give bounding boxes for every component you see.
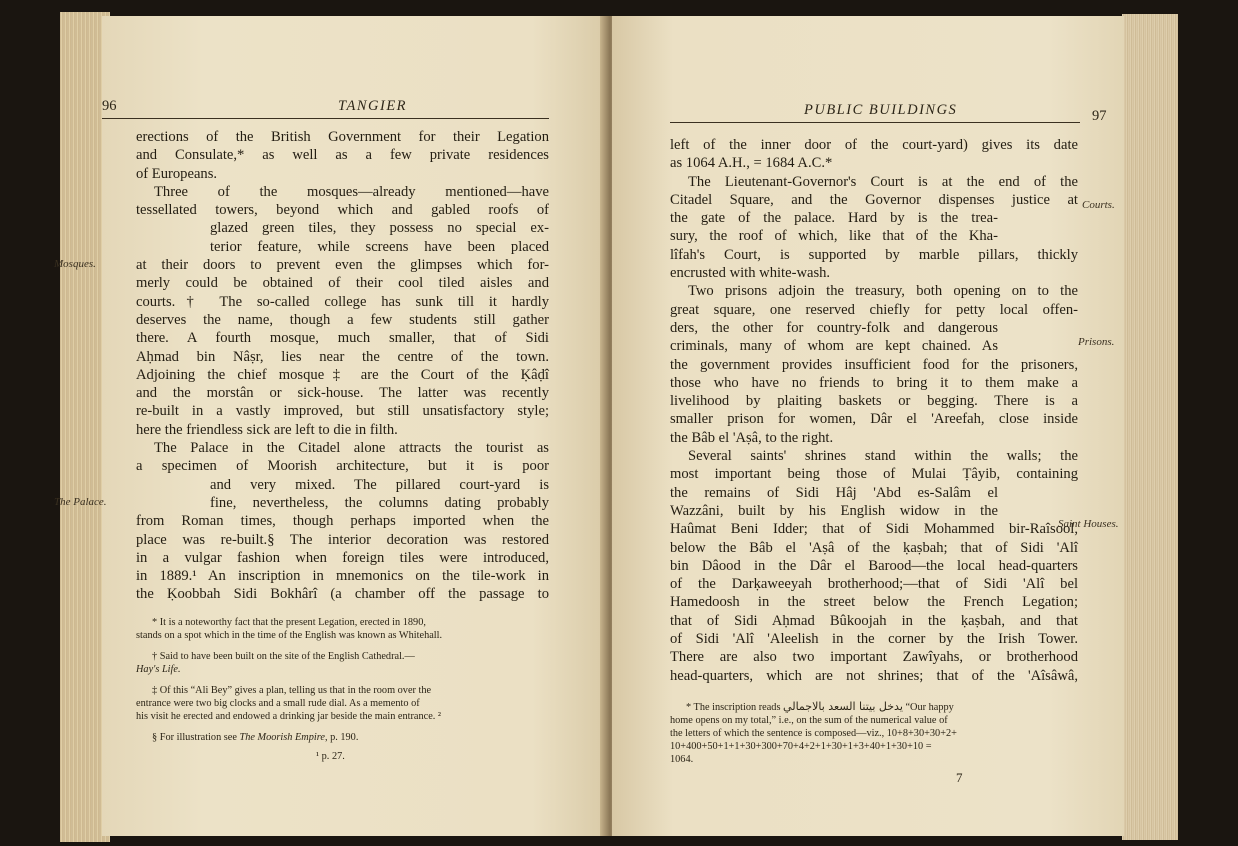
text-line: great square, one reserved chiefly for petty local offen- (670, 301, 1078, 318)
footnote-line (136, 731, 549, 744)
text-line: of Europeans. (136, 165, 218, 182)
footnote-line: entrance were two big clocks and a small rude dial. As a memento of (136, 698, 420, 709)
text-line: smaller prison for women, Dâr el 'Areefah, close inside (670, 411, 1078, 428)
text-line: Hamedoosh in the street below the French Legation; (670, 594, 1078, 611)
text-line: from Roman times, though perhaps imported when the (136, 513, 549, 530)
text-line: place was re-built.§ The interior decoration was restored (136, 531, 549, 548)
left-footnotes (136, 616, 549, 763)
footnote-line: † Said to have been built on the site of the English Cathedral.— (152, 651, 415, 662)
text-line: the gate of the palace. Hard by is the trea- (670, 210, 998, 227)
text-line: the government provides insufficient food for the prisoners, (670, 356, 1078, 373)
text-line: below the Bâb el 'Aṣâ of the ḳaṣbah; that of Sidi 'Alî (670, 539, 1078, 556)
footnote-line: ‡ Of this “Ali Bey” gives a plan, telling us that in the room over the (152, 685, 432, 696)
text-line: Haûmat Beni Idder; that of Sidi Mohammed bir-Raîsool, (670, 521, 1078, 538)
margin-note-saint-houses: Saint Houses. (1058, 518, 1119, 530)
text-line: and the morstân or sick-house. The latter was recently (136, 385, 549, 402)
text-line: criminals, many of whom are kept chained. As (670, 338, 998, 355)
footnote-line: stands on a spot which in the time of the English was known as Whitehall. (136, 630, 443, 641)
text-line: of Sidi 'Alî 'Aleelish in the corner by the Irish Tower. (670, 631, 1078, 648)
text-line: there. A fourth mosque, much smaller, that of Sidi (136, 330, 549, 347)
text-line: fine, nevertheless, the columns dating probably (210, 494, 549, 511)
header-rule-left (102, 118, 549, 119)
text-line: the Bâb el 'Aṣâ, to the right. (670, 429, 834, 446)
text-line: Three of the mosques—already mentioned—have (154, 183, 549, 200)
footnote-line: * It is a noteworthy fact that the present Legation, erected in 1890, (152, 617, 426, 628)
footnote-text: “Our happy (902, 702, 954, 713)
text-line: sury, the roof of which, like that of the Kha- (670, 228, 998, 245)
text-line: in 1889.¹ An inscription in mnemonics on the tile-work in (136, 568, 549, 585)
text-line: left of the inner door of the court-yard) gives its date (670, 137, 1078, 153)
text-line: Citadel Square, and the Governor dispenses justice at (670, 191, 1078, 208)
text-line: a specimen of Moorish architecture, but it is poor (136, 458, 549, 475)
text-line: the remains of Sidi Hâj 'Abd es-Salâm el (670, 484, 998, 501)
text-line: Wazzâni, built by his English widow in the (670, 502, 998, 519)
text-line: The Lieutenant-Governor's Court is at the end of the (688, 173, 1078, 190)
text-line: deserves the name, though a few students still gather (136, 311, 549, 328)
margin-note-courts: Courts. (1082, 199, 1115, 211)
text-line: encrusted with white-wash. (670, 265, 831, 282)
text-line: courts.† The so-called college has sunk till it hardly (136, 293, 549, 310)
footnote-line: 10+400+50+1+1+30+300+70+4+2+1+30+1+3+40+1+30+10 = (670, 741, 932, 752)
text-line: the Ḳoobbah Sidi Bokhârî (a chamber off the passage to (136, 586, 549, 603)
text-line: Aḥmad bin Nâṣr, lies near the centre of the town. (136, 348, 549, 365)
page-edges-right (1122, 14, 1178, 840)
left-body-text (136, 128, 549, 604)
footnote-text: , p. 190. (324, 732, 359, 743)
text-line: at their doors to prevent even the glimpses which for- (136, 257, 549, 274)
text-line: Adjoining the chief mosque‡ are the Court of the Ḳâḍî (136, 366, 549, 383)
right-footnotes (670, 700, 1080, 766)
left-page (54, 16, 608, 836)
text-line: tessellated towers, beyond which and gabled roofs of (136, 202, 549, 219)
text-line: of the Darḳaweeyah brotherhood;—that of Sidi 'Alî bel (670, 576, 1078, 593)
footnote-line: 1064. (670, 754, 694, 765)
text-line: in a vulgar fashion when foreign tiles were introduced, (136, 549, 549, 566)
footnote-book-title: The Moorish Empire (239, 732, 325, 743)
footnote-line (670, 700, 1080, 714)
text-line: re-built in a vastly improved, but still unsatisfactory style; (136, 403, 549, 420)
footnote-line: ¹ p. 27. (316, 751, 345, 762)
running-title-left: TANGIER (338, 98, 408, 114)
margin-note-mosques: Mosques. (54, 258, 96, 270)
text-line: Several saints' shrines stand within the walls; the (688, 448, 1078, 465)
arabic-inscription: يدخل بيتنا السعد بالاجمالي (783, 700, 903, 713)
header-rule-right (670, 122, 1080, 123)
right-body-text (670, 136, 1078, 685)
text-line: head-quarters, which are not shrines; that of the 'Aîsâwâ, (670, 667, 1078, 684)
text-line: There are also two important Zawîyahs, or brotherhood (670, 649, 1078, 666)
text-line: and very mixed. The pillared court-yard is (210, 476, 549, 493)
text-line: those who have no friends to bring it to them make a (670, 374, 1078, 391)
footnote-line: Hay's Life. (136, 664, 181, 675)
right-page (612, 16, 1124, 836)
text-line: erections of the British Government for their Legation (136, 129, 549, 145)
text-line: that of Sidi Aḥmad Bûkoojah in the ḳaṣbah, and that (670, 612, 1078, 629)
signature-mark: 7 (956, 770, 963, 785)
text-line: lîfah's Court, is supported by marble pillars, thickly (670, 246, 1078, 263)
text-line: terior feature, while screens have been placed (210, 238, 549, 255)
margin-note-prisons: Prisons. (1078, 336, 1115, 348)
footnote-text: § For illustration see (152, 732, 240, 743)
text-line: livelihood by plaiting baskets or begging. There is a (670, 393, 1078, 410)
footnote-line: his visit he erected and endowed a drinking jar beside the main entrance. ² (136, 711, 442, 722)
text-line: ders, the other for country-folk and dangerous (670, 319, 998, 336)
text-line: as 1064 A.H., = 1684 A.C.* (670, 155, 833, 172)
footnote-text: * The inscription reads (686, 702, 784, 713)
margin-note-palace: The Palace. (54, 496, 107, 508)
text-line: most important being those of Mulai Ṭâyib, containing (670, 466, 1078, 483)
running-title-right: PUBLIC BUILDINGS (804, 102, 958, 118)
text-line: Two prisons adjoin the treasury, both opening on to the (688, 283, 1078, 300)
footnote-line: the letters of which the sentence is composed—viz., 10+8+30+30+2+ (670, 728, 957, 739)
text-line: bin Dâood in the Dâr el Barood—the local head-quarters (670, 557, 1078, 574)
footnote-line: home opens on my total,” i.e., on the sum of the numerical value of (670, 715, 948, 726)
text-line: glazed green tiles, they possess no special ex- (210, 220, 549, 237)
text-line: and Consulate,* as well as a few private residences (136, 147, 549, 164)
page-number-left: 96 (102, 98, 117, 114)
text-line: The Palace in the Citadel alone attracts the tourist as (154, 440, 549, 457)
page-number-right: 97 (1092, 108, 1107, 124)
text-line: here the friendless sick are left to die in filth. (136, 421, 398, 438)
text-line: merly could be obtained of their cool tiled aisles and (136, 275, 549, 292)
